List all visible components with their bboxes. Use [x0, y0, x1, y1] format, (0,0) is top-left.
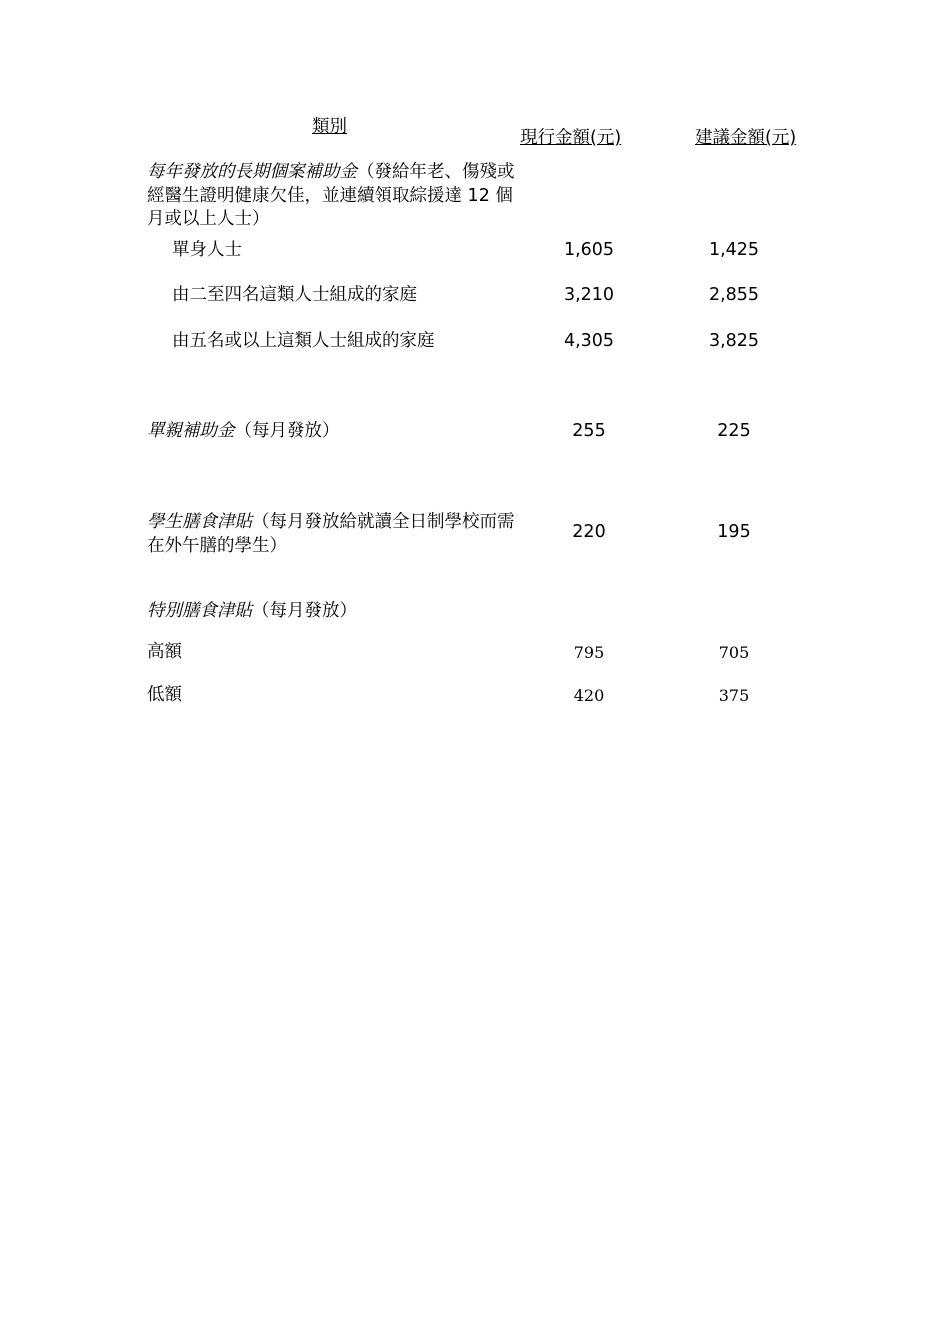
longterm-row-current: 4,305 — [563, 331, 615, 351]
single-parent-title-rest: （每月發放） — [234, 421, 340, 441]
header-category: 類別 — [312, 117, 347, 137]
student-meal-title-rest: （每月發放給就讀全日制學校而需在外午膳的學生） — [147, 512, 515, 556]
student-meal-current: 220 — [572, 522, 606, 542]
longterm-title-rest: （發給年老、傷殘或經醫生證明健康欠佳，並連續領取綜援達 12 個月或以上人士） — [147, 162, 515, 230]
longterm-row-label: 由五名或以上這類人士組成的家庭 — [172, 331, 435, 351]
special-diet-title-rest: （每月發放） — [252, 601, 357, 621]
special-diet-row-proposed: 375 — [718, 686, 750, 705]
special-diet-row-proposed: 705 — [718, 643, 750, 662]
longterm-row-proposed: 1,425 — [708, 240, 760, 260]
single-parent-title — [147, 420, 340, 444]
student-meal-title — [147, 511, 515, 558]
longterm-title-italic: 每年發放的長期個案補助金 — [147, 162, 357, 182]
special-diet-title — [147, 600, 357, 624]
header-proposed-amount: 建議金額(元) — [695, 128, 797, 148]
single-parent-current: 255 — [572, 421, 606, 441]
special-diet-row-current: 795 — [573, 643, 605, 662]
longterm-row-proposed: 2,855 — [708, 285, 760, 305]
single-parent-proposed: 225 — [717, 421, 751, 441]
special-diet-row-label: 高額 — [147, 642, 182, 662]
longterm-row-current: 3,210 — [563, 285, 615, 305]
single-parent-title-italic: 單親補助金 — [147, 421, 235, 441]
longterm-row-label: 由二至四名這類人士組成的家庭 — [172, 285, 417, 305]
special-diet-row-label: 低額 — [147, 685, 182, 705]
longterm-row-label: 單身人士 — [172, 240, 242, 260]
longterm-row-current: 1,605 — [563, 240, 615, 260]
student-meal-proposed: 195 — [717, 522, 751, 542]
special-diet-title-italic: 特別膳食津貼 — [147, 601, 252, 621]
student-meal-title-italic: 學生膳食津貼 — [147, 512, 252, 532]
longterm-row-proposed: 3,825 — [708, 331, 760, 351]
longterm-title — [147, 161, 515, 232]
special-diet-row-current: 420 — [573, 686, 605, 705]
header-current-amount: 現行金額(元) — [520, 128, 622, 148]
